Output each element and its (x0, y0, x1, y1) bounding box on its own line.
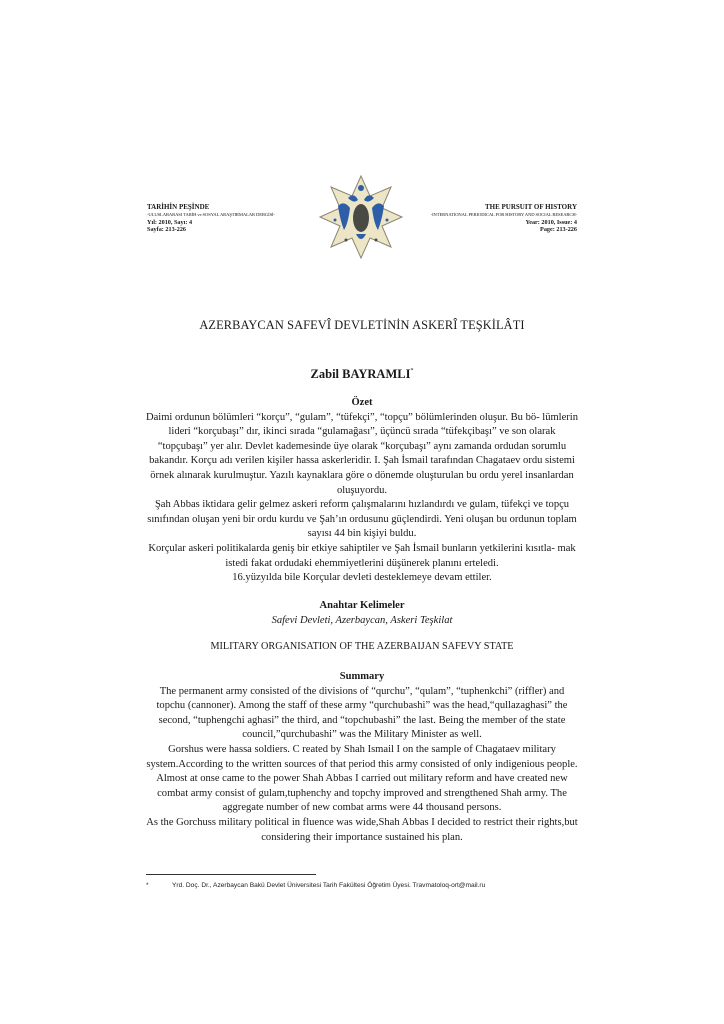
pages-tr: Sayfa: 213-226 (147, 226, 187, 234)
summary-paragraph: The permanent army consisted of the divisions of “qurchu”, “qulam”, “tuphenkchi” (riffler) and topchu (cannoner). Among the staff of these army “qurchubashi” was the head,“qullazaghasi” the second, “tuphengchi aghasi” the third, and “topchubashi” the last. Being the member of the state council,”qurchubashi” was the Military Minister as well. (156, 685, 568, 741)
abstract-paragraph: Korçular askeri politikalarda geniş bir etkiye sahiptiler ve Şah İsmail bunların yetkilerini kısıtla- mak istedi fakat ordudaki ehemmiyetlerini düşünerek planını erteledi. (148, 542, 576, 569)
abstract-paragraph: 16.yüzyılda bile Korçular devleti desteklemeye devam ettiler. (232, 572, 492, 584)
year-issue-en: Year: 2010, Issue: 4 (525, 218, 577, 226)
author-name-text: Zabil BAYRAMLI (310, 367, 411, 381)
footnote-divider (146, 874, 316, 875)
english-title: MILITARY ORGANISATION OF THE AZERBAIJAN SAFEVY STATE (210, 641, 514, 652)
article-title: AZERBAYCAN SAFEVÎ DEVLETİNİN ASKERÎ TEŞKİLÂTI (199, 318, 525, 332)
journal-subtitle-en: -INTERNATIONAL PERIODICAL FOR HISTORY AND SOCIAL RESEARCH- (430, 212, 577, 218)
keywords-section (146, 599, 578, 628)
summary-paragraph: As the Gorchuss military political in fluence was wide,Shah Abbas I decided to restrict their rights,but considering their importance sustained his plan. (146, 816, 578, 843)
journal-title-tr: TARİHİN PEŞİNDE (147, 203, 210, 211)
turkish-abstract (146, 396, 578, 586)
summary-paragraph: Almost at onse came to the power Shah Abbas I carried out military reform and have created new combat army consist of gulam,tuphenchy and topchy improved and strengthened Shah army. The aggregate number of new combat arms were 44 thousand persons. (156, 773, 568, 814)
keywords-heading: Anahtar Kelimeler (319, 600, 405, 611)
keywords-list: Safevi Devleti, Azerbaycan, Askeri Teşkilat (271, 614, 453, 626)
pages-en: Page: 213-226 (540, 226, 577, 234)
journal-header-turkish (147, 204, 317, 234)
journal-title-en: THE PURSUIT OF HISTORY (484, 203, 577, 211)
abstract-paragraph: Daimi ordunun bölümleri “korçu”, “gulam”, “tüfekçi”, “topçu” bölümlerinden oluşur. Bu bö- lümlerin lideri “korçubaşı” dır, ikinci sırada “gulamağası”, üçüncü sırada “tüfekçibaşı” ve son olarak “topçubaşı” yer alır. Devlet kademesinde üye olarak “korçubaşı” aynı zamanda ordudan sorumlu bakandır. Korçu adı verilen kişiler hassa askerleridir. I. Şah İsmail tarafından Chagataev ordu sistemi örnek alınarak kurulmuştur. Yazılı kaynaklara göre o dönemde oluşturulan bu ordu yerel insanlardan oluşuyordu. (146, 411, 579, 496)
footnote-text: Yrd. Doç. Dr., Azerbaycan Bakü Devlet Üniversitesi Tarih Fakültesi Öğretim Üyesi. Travmatoloq-ort@mail.ru (172, 882, 486, 889)
abstract-paragraph: Şah Abbas iktidara gelir gelmez askeri reform çalışmalarını hızlandırdı ve gulam, tüfekçi ve topçu sınıfından oluşan yeni bir ordu kurdu ve Şah’ın ordusunu güçlendirdi. Yeni oluşan bu ordunun toplam sayısı 44 bin kişiyi buldu. (147, 499, 577, 540)
year-issue-tr: Yıl: 2010, Sayı: 4 (147, 218, 193, 226)
summary-heading: Summary (339, 671, 385, 682)
author-name (0, 367, 724, 382)
journal-header-english (397, 204, 577, 234)
author-footnote-mark: * (410, 368, 414, 374)
journal-logo-icon (318, 174, 404, 260)
english-summary (146, 670, 578, 845)
footnote-mark: * (146, 882, 149, 889)
footnote (146, 882, 586, 889)
summary-paragraph: Gorshus were hassa soldiers. C reated by Shah Ismail I on the sample of Chagataev military system.According to the written sources of that period this army consisted of only indigenious people. (146, 743, 578, 770)
journal-subtitle-tr: -ULUSLARARASI TARİH ve SOSYAL ARAŞTIRMALAR DERGİSİ- (147, 212, 275, 218)
abstract-heading-tr: Özet (351, 397, 373, 408)
